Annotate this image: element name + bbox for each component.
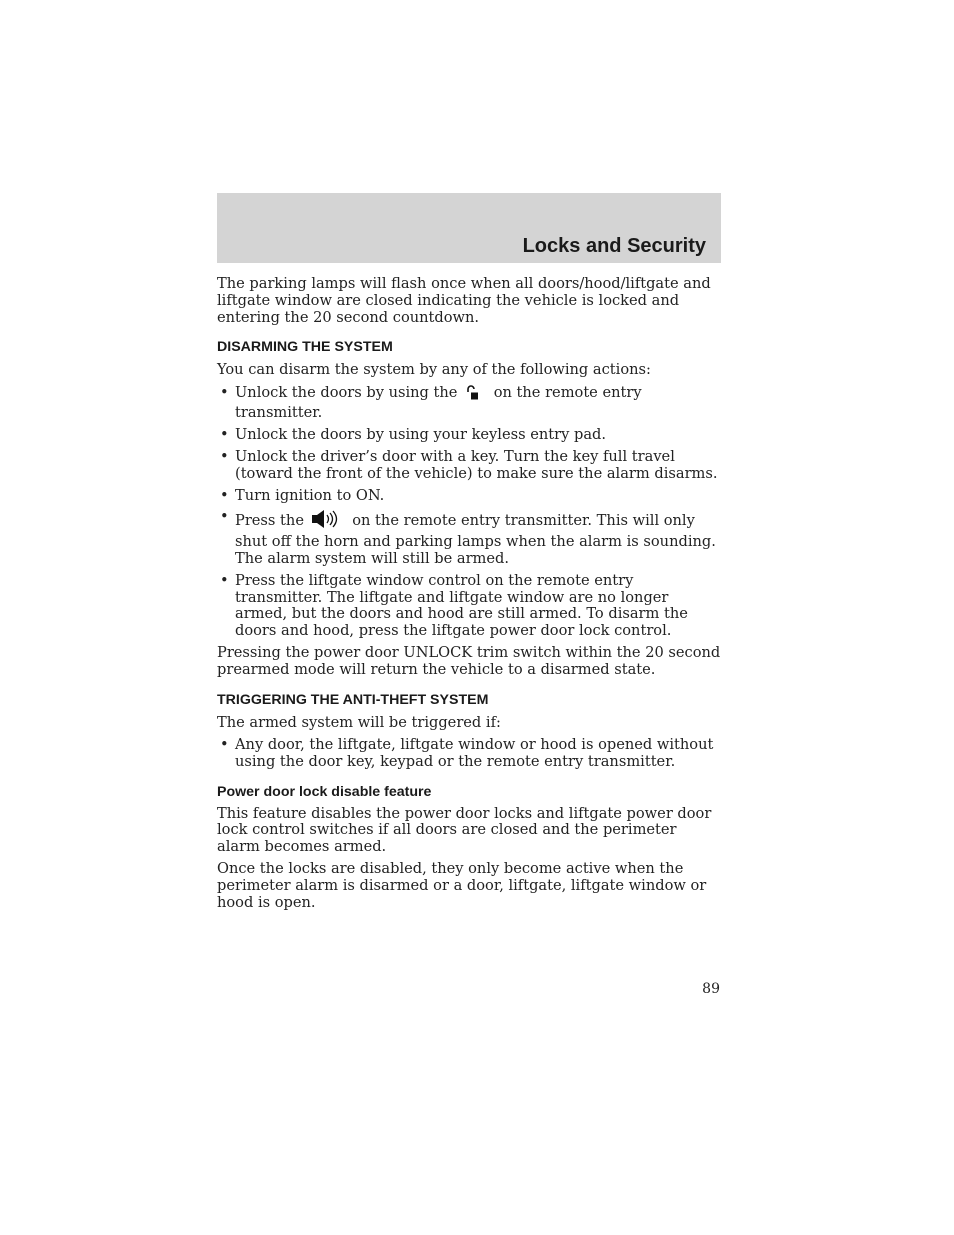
unlock-icon [463,385,485,406]
triggering-list [217,737,723,771]
list-item: • Any door, the liftgate, liftgate window or hood is opened without using the door key, keypad or the remote entry transmitter. [217,737,723,771]
disarming-closing: Pressing the power door UNLOCK trim switch within the 20 second prearmed mode will return the vehicle to a disarmed state. [217,644,721,678]
section-header-bar [217,193,721,263]
list-item: • Press the liftgate window control on the remote entry transmitter. The liftgate and liftgate window are no longer armed, but the doors and hood are still armed. To disarm the doors and hood, press the liftgate power door lock control. [217,573,723,640]
list-item: • Unlock the doors by using your keyless entry pad. [217,427,723,444]
disarming-lead: You can disarm the system by any of the following actions: [217,361,651,379]
page-number: 89 [702,981,720,997]
panic-horn-icon [310,509,344,534]
intro-paragraph: The parking lamps will flash once when all doors/hood/liftgate and liftgate window are closed indicating the vehicle is locked and entering the 20 second countdown. [217,275,711,326]
power-lock-heading: Power door lock disable feature [217,783,432,800]
triggering-heading: TRIGGERING THE ANTI-THEFT SYSTEM [217,691,489,708]
disarming-list [217,385,723,640]
page-content [217,276,723,917]
power-lock-paragraph-1: This feature disables the power door locks and liftgate power door lock control switches if all doors are closed and the perimeter alarm becomes armed. [217,804,712,856]
power-lock-paragraph-2: Once the locks are disabled, they only become active when the perimeter alarm is disarmed or a door, liftgate, liftgate window or hood is open. [217,860,707,912]
disarming-heading: DISARMING THE SYSTEM [217,339,393,356]
list-item: • Unlock the doors by using the on the remote entry transmitter. [217,385,723,423]
section-title: Locks and Security [522,235,706,257]
triggering-lead: The armed system will be triggered if: [217,713,501,731]
list-item: • Unlock the driver’s door with a key. Turn the key full travel (toward the front of the vehicle) to make sure the alarm disarms. [217,449,723,483]
list-item: • Turn ignition to ON. [217,488,723,505]
list-item: • Press the on the remote entry transmitter. This will only shut off the horn and parking lamps when the alarm is sounding. The alarm system will still be armed. [217,509,723,567]
